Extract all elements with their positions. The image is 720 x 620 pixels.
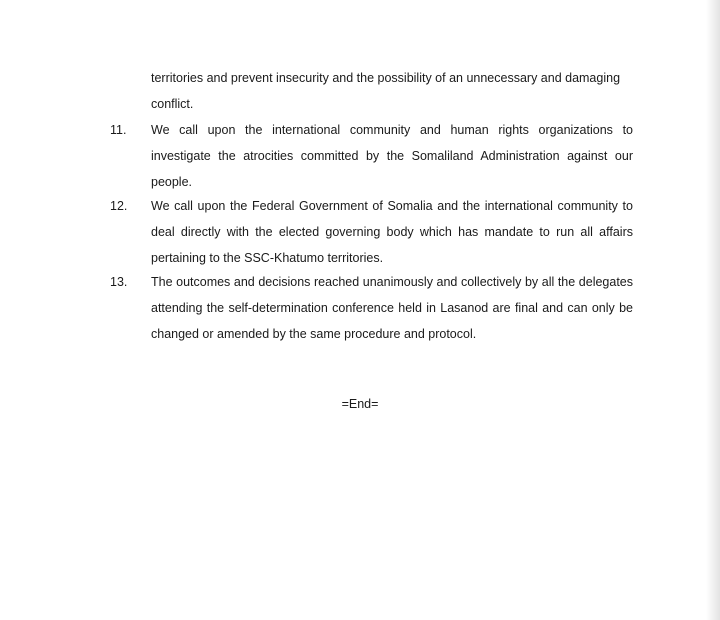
item-number-12: 12. <box>110 199 128 213</box>
item-12-line-1: We call upon the Federal Government of Somalia and the international community to <box>151 199 633 213</box>
end-marker: =End= <box>341 397 379 411</box>
item-11-line-3: people. <box>151 175 193 189</box>
item-13-line-2: attending the self-determination conference held in Lasanod are final and can only be <box>151 301 633 315</box>
item-13-line-1: The outcomes and decisions reached unanimously and collectively by all the delegates <box>151 275 633 289</box>
item-12-line-2: deal directly with the elected governing body which has mandate to run all affairs <box>151 225 633 239</box>
item-11-line-1: We call upon the international community and human rights organizations to <box>151 123 633 137</box>
item-11-line-2: investigate the atrocities committed by the Somaliland Administration against our <box>151 149 633 163</box>
item-number-11: 11. <box>110 123 127 137</box>
item-number-13: 13. <box>110 275 128 289</box>
page-edge-shadow <box>706 0 720 620</box>
continuation-line-2: conflict. <box>151 97 194 111</box>
item-12-line-3: pertaining to the SSC-Khatumo territories. <box>151 251 384 265</box>
continuation-line-1: territories and prevent insecurity and the possibility of an unnecessary and damaging <box>151 71 621 85</box>
item-13-line-3: changed or amended by the same procedure and protocol. <box>151 327 477 341</box>
